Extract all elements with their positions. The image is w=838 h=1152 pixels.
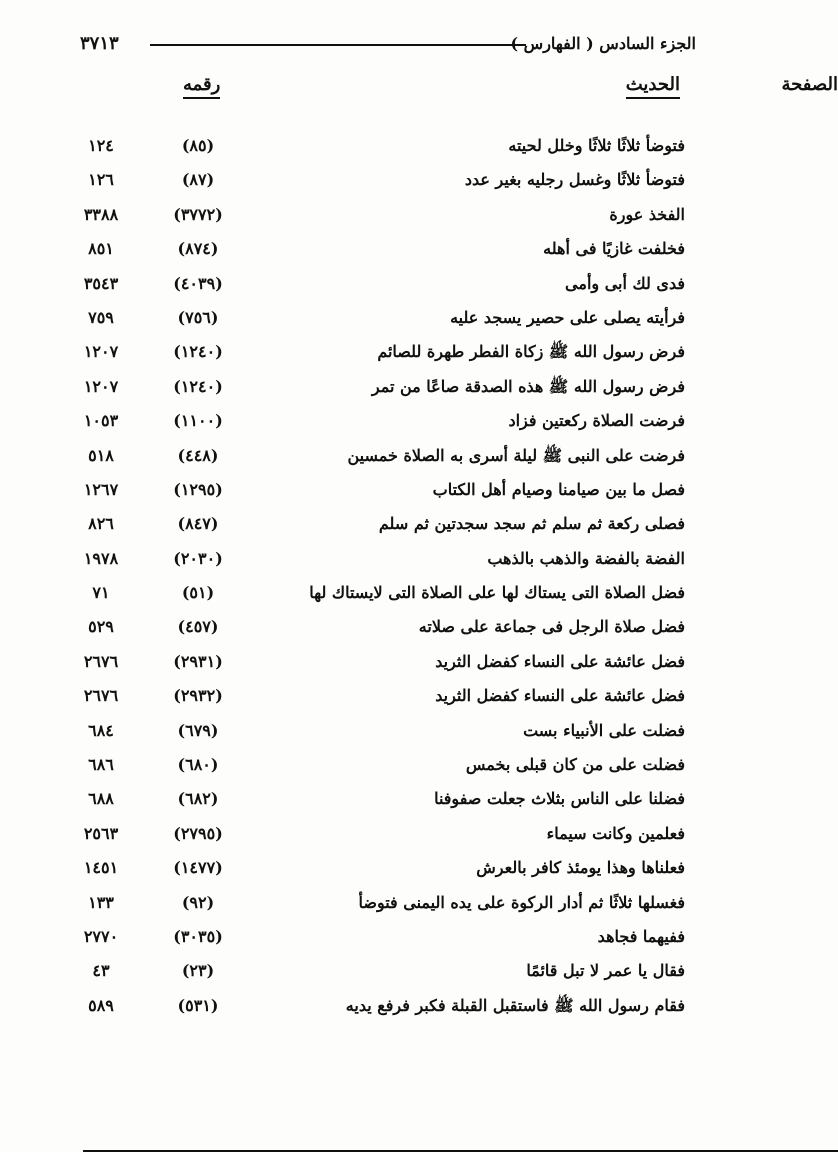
index-entry bbox=[70, 954, 685, 988]
entry-number: (٤٠٣٩) bbox=[173, 273, 223, 293]
running-header bbox=[80, 32, 696, 60]
entry-number: (٨٤٧) bbox=[177, 514, 219, 534]
index-entry bbox=[70, 920, 685, 954]
entry-number: (٧٥٦) bbox=[177, 307, 219, 327]
entry-text: فرض رسول الله ﷺ زكاة الفطر طهرة للصائم bbox=[377, 342, 685, 362]
entry-page: ١٤٥١ bbox=[83, 858, 119, 878]
entry-number: (٢٠٣٠) bbox=[173, 548, 223, 568]
entry-number: (٩٢) bbox=[181, 892, 215, 912]
entry-text: فضلت على من كان قبلى بخمس bbox=[465, 755, 685, 775]
entry-text: فرأيته يصلى على حصير يسجد عليه bbox=[450, 307, 685, 327]
entry-number: (٨٧٤) bbox=[177, 239, 219, 259]
index-entry bbox=[70, 335, 685, 369]
index-entry bbox=[70, 439, 685, 473]
entry-number: (٨٧) bbox=[181, 170, 215, 190]
index-entry bbox=[70, 679, 685, 713]
entry-number: (٤٤٨) bbox=[177, 445, 219, 465]
entry-text: فضل الصلاة التى يستاك لها على الصلاة التى لايستاك لها bbox=[309, 583, 685, 603]
entry-text: فغسلها ثلاثًا ثم أدار الركوة على يده اليمنى فتوضأ bbox=[358, 892, 685, 912]
entry-page: ٥١٨ bbox=[88, 445, 114, 465]
entry-page: ٢٧٧٠ bbox=[83, 926, 119, 946]
index-entry bbox=[70, 129, 685, 163]
entry-number: (٣٠٣٥) bbox=[173, 926, 223, 946]
index-entry bbox=[70, 232, 685, 266]
index-entry bbox=[70, 782, 685, 816]
entry-number: (٨٥) bbox=[181, 136, 215, 155]
column-header-number: رقمه bbox=[183, 74, 220, 99]
entry-page: ١٢٠٧ bbox=[83, 342, 119, 362]
entry-number: (٦٨٢) bbox=[177, 789, 219, 809]
index-entry bbox=[70, 267, 685, 301]
entry-text: فضل عائشة على النساء كفضل الثريد bbox=[435, 651, 685, 671]
entry-page: ٦٨٦ bbox=[88, 755, 114, 775]
entry-number: (٢٩٣١) bbox=[173, 651, 223, 671]
entry-page: ٢٥٦٣ bbox=[83, 823, 119, 843]
entry-page: ٨٥١ bbox=[88, 239, 114, 259]
entry-number: (٤٥٧) bbox=[177, 617, 219, 637]
entry-page: ١٢٠٧ bbox=[83, 376, 119, 396]
entry-page: ٤٣ bbox=[92, 961, 110, 981]
index-entry bbox=[70, 851, 685, 885]
index-entry bbox=[70, 989, 685, 1023]
index-entry bbox=[70, 576, 685, 610]
index-entry bbox=[70, 370, 685, 404]
entry-page: ١٢٤ bbox=[88, 136, 114, 155]
column-header-page: الصفحة bbox=[83, 74, 838, 1152]
entry-text: فخلفت غازيًا فى أهله bbox=[543, 239, 685, 259]
entry-page: ١٠٥٣ bbox=[83, 411, 119, 431]
entry-page: ١٣٣ bbox=[88, 892, 114, 912]
entry-page: ٦٨٨ bbox=[88, 789, 114, 809]
entry-text: فقام رسول الله ﷺ فاستقبل القبلة فكبر فرفع يديه bbox=[345, 995, 685, 1015]
index-entry bbox=[70, 714, 685, 748]
entry-page: ٢٦٧٦ bbox=[83, 686, 119, 706]
entry-text: الفخذ عورة bbox=[609, 204, 685, 224]
entry-text: الفضة بالفضة والذهب بالذهب bbox=[487, 548, 685, 568]
index-entry bbox=[70, 473, 685, 507]
entry-number: (٣٧٧٢) bbox=[173, 204, 223, 224]
index-entry bbox=[70, 404, 685, 438]
index-entry bbox=[70, 817, 685, 851]
entry-text: فرضت على النبى ﷺ ليلة أسرى به الصلاة خمسين bbox=[347, 445, 685, 465]
entry-page: ٢٦٧٦ bbox=[83, 651, 119, 671]
entry-number: (٦٨٠) bbox=[177, 755, 219, 775]
entry-page: ٣٣٨٨ bbox=[83, 204, 119, 224]
entry-text: فضل عائشة على النساء كفضل الثريد bbox=[435, 686, 685, 706]
index-entry bbox=[70, 886, 685, 920]
index-entry bbox=[70, 507, 685, 541]
entry-page: ١٢٦ bbox=[88, 170, 114, 190]
index-entry bbox=[70, 748, 685, 782]
entry-number: (٢٣) bbox=[181, 961, 215, 981]
entry-text: فضلنا على الناس بثلاث جعلت صفوفنا bbox=[434, 789, 685, 809]
header-rule bbox=[150, 44, 526, 46]
entry-page: ١٩٧٨ bbox=[83, 548, 119, 568]
entry-page: ٧١ bbox=[92, 583, 110, 603]
entry-text: فضلت على الأنبياء بست bbox=[523, 720, 685, 740]
index-entry bbox=[70, 198, 685, 232]
entry-text: فصلى ركعة ثم سلم ثم سجد سجدتين ثم سلم bbox=[378, 514, 685, 534]
entry-text: فرضت الصلاة ركعتين فزاد bbox=[508, 411, 685, 431]
entry-text: فتوضأ ثلاثًا وغسل رجليه بغير عدد bbox=[464, 170, 685, 190]
entry-text: فضل صلاة الرجل فى جماعة على صلاته bbox=[418, 617, 685, 637]
entry-text: فرض رسول الله ﷺ هذه الصدقة صاعًا من تمر bbox=[371, 376, 685, 396]
index-entry bbox=[70, 645, 685, 679]
entry-page: ١٢٦٧ bbox=[83, 479, 119, 499]
entry-text: فتوضأ ثلاثًا ثلاثًا وخلل لحيته bbox=[508, 136, 685, 155]
entry-number: (٢٩٣٢) bbox=[173, 686, 223, 706]
column-headers bbox=[75, 74, 838, 104]
entry-text: فعلمين وكانت سيماء bbox=[546, 823, 685, 843]
entry-page: ٣٥٤٣ bbox=[83, 273, 119, 293]
entry-text: فصل ما بين صيامنا وصيام أهل الكتاب bbox=[432, 479, 685, 499]
index-entry bbox=[70, 163, 685, 197]
entry-page: ٥٨٩ bbox=[88, 995, 114, 1015]
page-number: ٣٧١٣ bbox=[80, 33, 119, 54]
entry-page: ٦٨٤ bbox=[88, 720, 114, 740]
index-entry bbox=[70, 610, 685, 644]
entry-number: (٥١) bbox=[181, 583, 215, 603]
entry-page: ٨٢٦ bbox=[88, 514, 114, 534]
running-title: الجزء السادس ( الفهارس ) bbox=[510, 34, 696, 53]
entry-text: ففيهما فجاهد bbox=[597, 926, 685, 946]
hadith-index-list bbox=[70, 129, 685, 1023]
entry-number: (١٢٩٥) bbox=[173, 479, 223, 499]
entry-text: فقال يا عمر لا تبل قائمًا bbox=[526, 961, 685, 981]
entry-page: ٧٥٩ bbox=[88, 307, 114, 327]
column-header-hadith: الحديث bbox=[626, 74, 680, 99]
entry-number: (٢٧٩٥) bbox=[173, 823, 223, 843]
entry-text: فدى لك أبى وأمى bbox=[565, 273, 685, 293]
entry-number: (١٢٤٠) bbox=[173, 376, 223, 396]
entry-number: (٦٧٩) bbox=[177, 720, 219, 740]
entry-number: (١٤٧٧) bbox=[173, 858, 223, 878]
entry-number: (٥٣١) bbox=[177, 995, 219, 1015]
index-entry bbox=[70, 301, 685, 335]
entry-text: فعلناها وهذا يومئذ كافر بالعرش bbox=[476, 858, 685, 878]
index-entry bbox=[70, 542, 685, 576]
entry-number: (١١٠٠) bbox=[173, 411, 223, 431]
entry-number: (١٢٤٠) bbox=[173, 342, 223, 362]
entry-page: ٥٢٩ bbox=[88, 617, 114, 637]
